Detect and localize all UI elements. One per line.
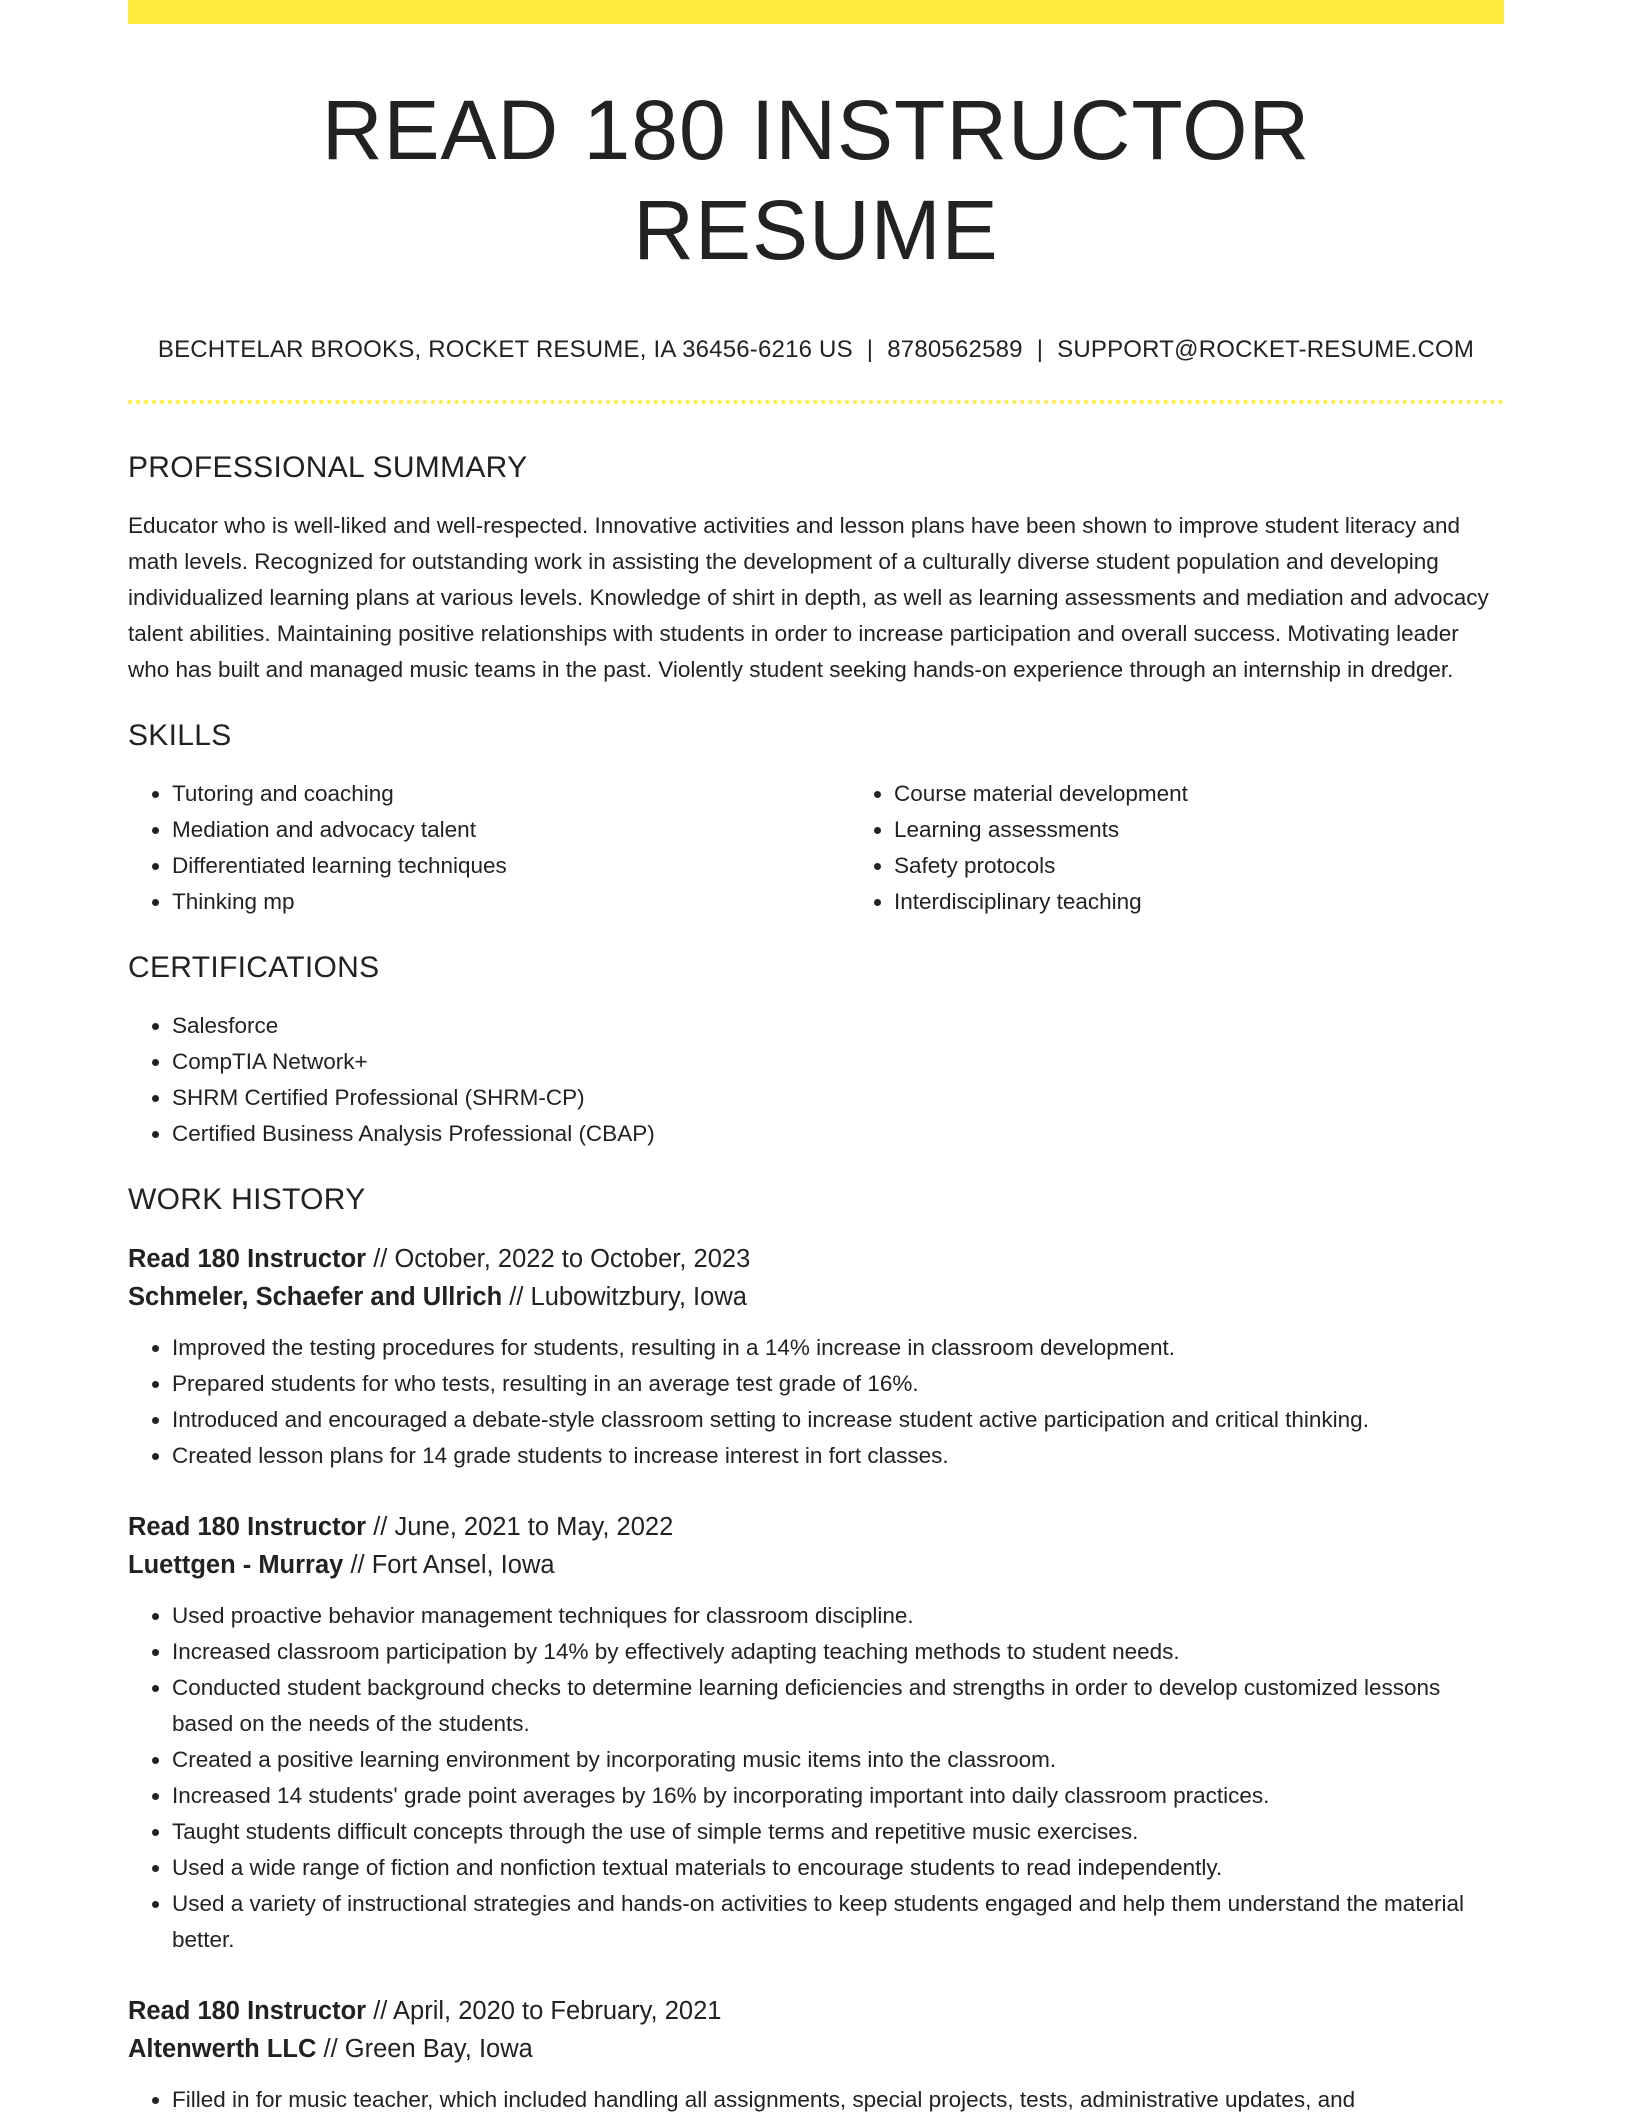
job-title: Read 180 Instructor [128,1245,367,1273]
contact-separator: | [866,336,874,363]
section-heading: WORK HISTORY [128,1183,366,1216]
job-company-line [128,1546,1504,1584]
list-item: • CompTIA Network+ [172,1044,1504,1080]
professional-summary-section [128,448,1504,688]
contact-email: SUPPORT@ROCKET-RESUME.COM [1057,336,1475,363]
job-dates: June, 2021 to May, 2022 [394,1513,674,1541]
job-separator: // [350,1551,365,1579]
list-item: • Filled in for music teacher, which included handling all assignments, special projects, tests, administrative updates, and [172,2082,1504,2118]
list-item: • Improved the testing procedures for students, resulting in a 14% increase in classroom development. [172,1330,1504,1366]
list-item: • Created lesson plans for 14 grade students to increase interest in fort classes. [172,1438,1504,1474]
job-title: Read 180 Instructor [128,1513,367,1541]
skills-list-left [128,776,850,920]
header-divider [128,400,1504,404]
accent-top-bar [128,0,1504,24]
list-item: • Learning assessments [894,812,1572,848]
job-separator: // [373,1997,388,2025]
job-bullets [128,1330,1504,1474]
list-item: • Tutoring and coaching [172,776,850,812]
list-item: • Mediation and advocacy talent [172,812,850,848]
list-item: • Salesforce [172,1008,1504,1044]
list-item: • Differentiated learning techniques [172,848,850,884]
job-separator: // [373,1245,388,1273]
work-history-section [128,1180,1504,2118]
list-item: • Created a positive learning environment by incorporating music items into the classroom. [172,1742,1504,1778]
job-separator: // [373,1513,388,1541]
list-item: • Interdisciplinary teaching [894,884,1572,920]
job-location: Lubowitzbury, Iowa [530,1283,747,1311]
job-entry [128,1508,1504,1958]
list-item: • Introduced and encouraged a debate-style classroom setting to increase student active participation and critical thinking. [172,1402,1504,1438]
job-location: Fort Ansel, Iowa [371,1551,555,1579]
job-company: Altenwerth LLC [128,2035,317,2063]
resume-title: READ 180 INSTRUCTOR RESUME [321,83,1311,277]
skills-list-right [850,776,1572,920]
skills-section [128,716,1504,920]
job-company: Schmeler, Schaefer and Ullrich [128,1283,503,1311]
job-dates: April, 2020 to February, 2021 [393,1997,722,2025]
skills-grid [128,776,1504,920]
section-heading: CERTIFICATIONS [128,951,380,984]
contact-phone: 8780562589 [887,336,1023,363]
job-company-line [128,2030,1504,2068]
list-item: • Safety protocols [894,848,1572,884]
contact-separator: | [1036,336,1044,363]
section-heading: PROFESSIONAL SUMMARY [128,451,528,484]
list-item: • Thinking mp [172,884,850,920]
contact-line [128,334,1504,366]
list-item: • Used proactive behavior management techniques for classroom discipline. [172,1598,1504,1634]
list-item: • Used a variety of instructional strategies and hands-on activities to keep students engaged and help them understand the material better. [172,1886,1504,1958]
job-title-line [128,1992,1504,2030]
list-item: • Prepared students for who tests, resulting in an average test grade of 16%. [172,1366,1504,1402]
job-bullets [128,1598,1504,1958]
job-title-line [128,1508,1504,1546]
job-entry [128,1992,1504,2118]
list-item: • Conducted student background checks to determine learning deficiencies and strengths in order to develop customized lessons based on the needs of the students. [172,1670,1504,1742]
resume-page [128,0,1504,2118]
job-bullets [128,2082,1504,2118]
job-separator: // [323,2035,338,2063]
section-heading: SKILLS [128,719,232,752]
job-entry [128,1240,1504,1474]
list-item: • Course material development [894,776,1572,812]
job-dates: October, 2022 to October, 2023 [394,1245,751,1273]
certifications-list [128,1008,1504,1152]
certifications-section [128,948,1504,1152]
list-item: • Taught students difficult concepts through the use of simple terms and repetitive music exercises. [172,1814,1504,1850]
job-separator: // [509,1283,524,1311]
list-item: • SHRM Certified Professional (SHRM-CP) [172,1080,1504,1116]
list-item: • Increased classroom participation by 14% by effectively adapting teaching methods to student needs. [172,1634,1504,1670]
job-company: Luettgen - Murray [128,1551,344,1579]
summary-text: Educator who is well-liked and well-respected. Innovative activities and lesson plans have been shown to improve student literacy and math levels. Recognized for outstanding work in assisting the development of a culturally diverse student population and developing individualized learning plans at various levels. Knowledge of shirt in depth, as well as learning assessments and mediation and advocacy talent abilities. Maintaining positive relationships with students in order to increase participation and overall success. Motivating leader who has built and managed music teams in the past. Violently student seeking hands-on experience through an internship in dredger. [128,513,1489,682]
job-title-line [128,1240,1504,1278]
contact-address: BECHTELAR BROOKS, ROCKET RESUME, IA 36456-6216 US [157,336,853,363]
list-item: • Certified Business Analysis Professional (CBAP) [172,1116,1504,1152]
list-item: • Increased 14 students' grade point averages by 16% by incorporating important into daily classroom practices. [172,1778,1504,1814]
job-location: Green Bay, Iowa [344,2035,533,2063]
list-item: • Used a wide range of fiction and nonfiction textual materials to encourage students to read independently. [172,1850,1504,1886]
job-title: Read 180 Instructor [128,1997,367,2025]
job-company-line [128,1278,1504,1316]
